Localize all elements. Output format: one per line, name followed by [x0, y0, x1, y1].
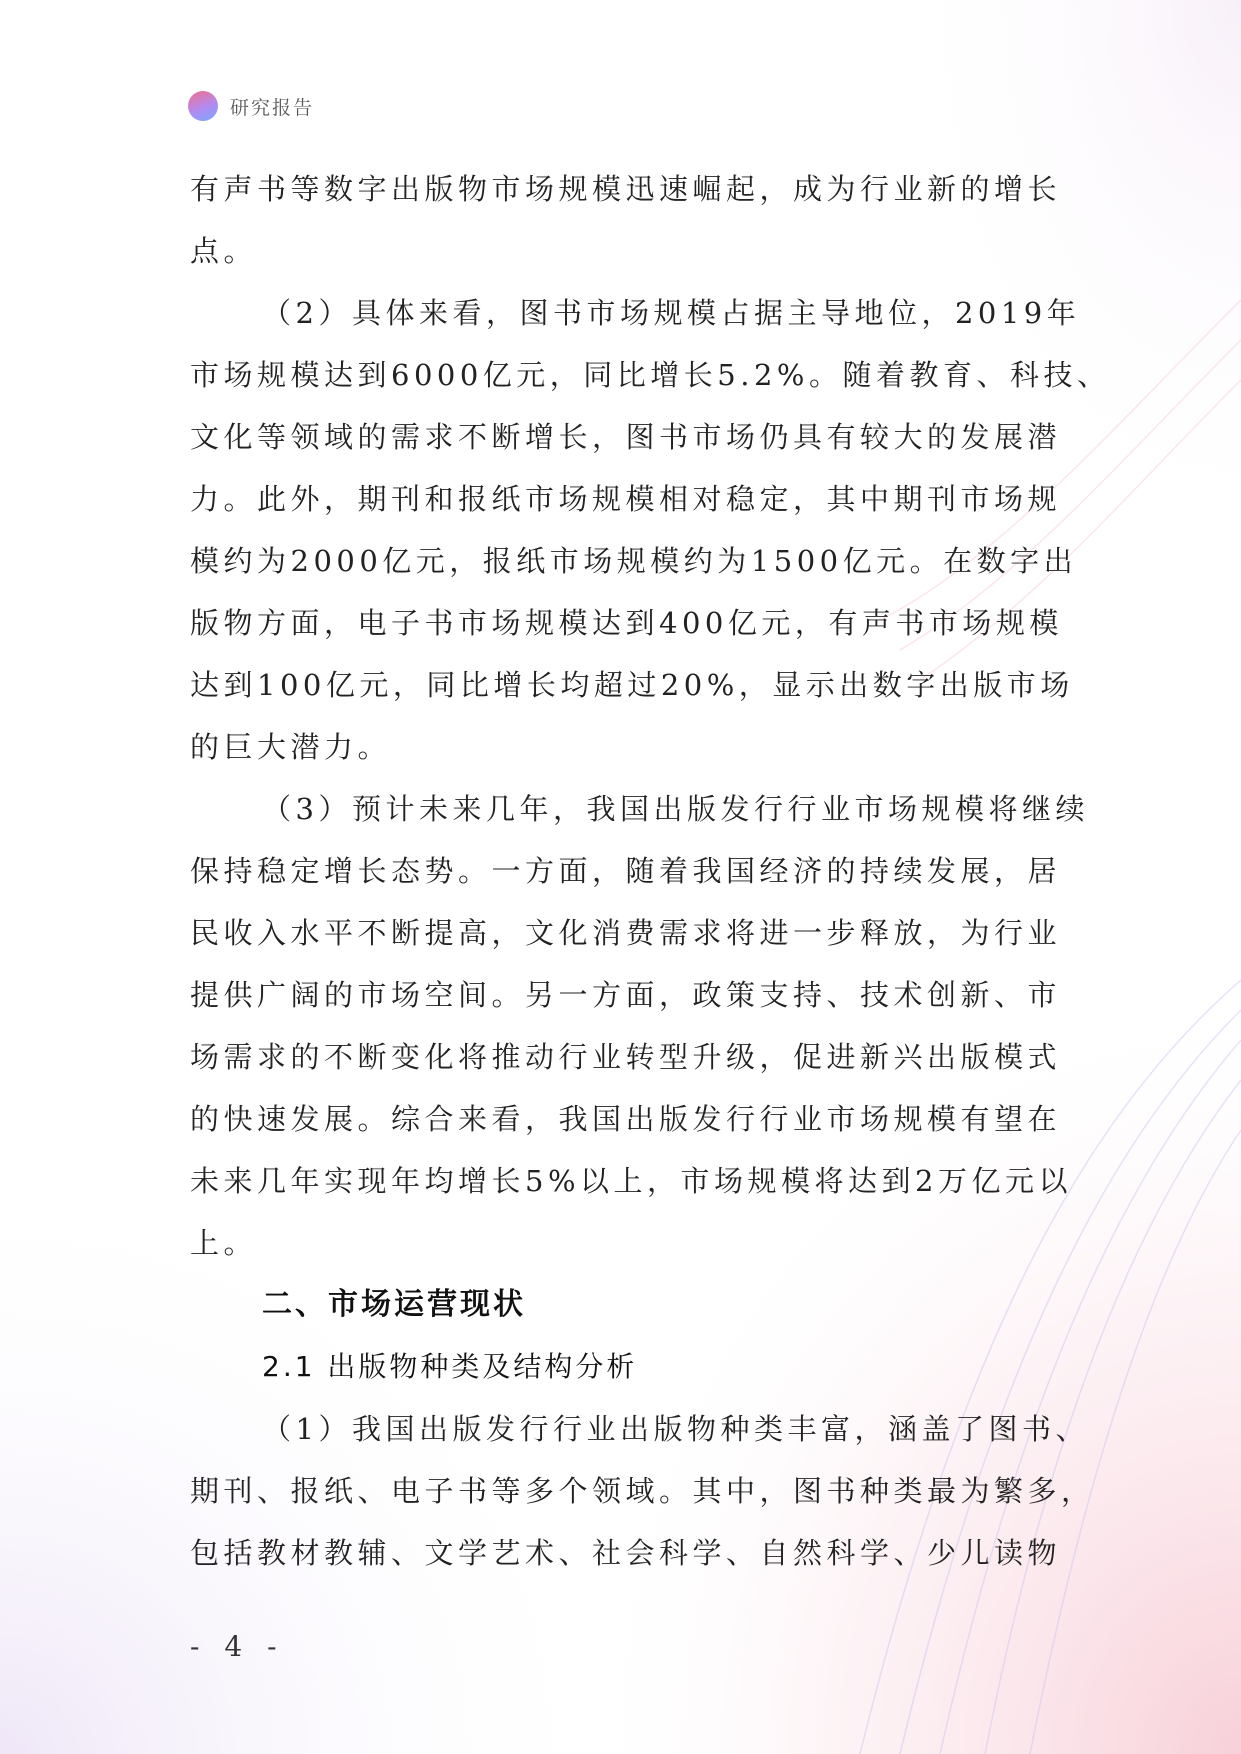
- text-line: 包括教材教辅、文学艺术、社会科学、自然科学、少儿读物: [190, 1536, 1062, 1570]
- text-line: 期刊、报纸、电子书等多个领域。其中，图书种类最为繁多，: [190, 1474, 1095, 1508]
- text-line: （1）我国出版发行行业出版物种类丰富，涵盖了图书、: [262, 1412, 1089, 1446]
- text-line: 版物方面，电子书市场规模达到400亿元，有声书市场规模: [190, 606, 1063, 640]
- text-line: 的巨大潜力。: [190, 730, 392, 764]
- logo-icon: [188, 91, 218, 121]
- text-line: 文化等领域的需求不断增长，图书市场仍具有较大的发展潜: [190, 420, 1062, 454]
- page-number: - 4 -: [190, 1630, 285, 1663]
- subsection-heading: 2.1 出版物种类及结构分析: [262, 1350, 638, 1383]
- text-line: （2）具体来看，图书市场规模占据主导地位，2019年: [262, 296, 1081, 330]
- text-line: （3）预计未来几年，我国出版发行行业市场规模将继续: [262, 792, 1089, 826]
- text-line: 模约为2000亿元，报纸市场规模约为1500亿元。在数字出: [190, 544, 1078, 578]
- text-line: 场需求的不断变化将推动行业转型升级，促进新兴出版模式: [190, 1040, 1062, 1074]
- text-line: 民收入水平不断提高，文化消费需求将进一步释放，为行业: [190, 916, 1062, 950]
- text-line: 点。: [190, 234, 258, 268]
- section-heading: 二、市场运营现状: [262, 1287, 526, 1322]
- header: [188, 88, 314, 124]
- header-title: 研究报告: [230, 96, 315, 119]
- text-line: 达到100亿元，同比增长均超过20%，显示出数字出版市场: [190, 668, 1074, 702]
- text-line: 提供广阔的市场空间。另一方面，政策支持、技术创新、市: [190, 978, 1062, 1012]
- text-line: 有声书等数字出版物市场规模迅速崛起，成为行业新的增长: [190, 172, 1062, 206]
- text-line: 保持稳定增长态势。一方面，随着我国经济的持续发展，居: [190, 854, 1062, 888]
- text-line: 力。此外，期刊和报纸市场规模相对稳定，其中期刊市场规: [190, 482, 1062, 516]
- text-line: 上。: [190, 1226, 258, 1260]
- text-line: 的快速发展。综合来看，我国出版发行行业市场规模有望在: [190, 1102, 1062, 1136]
- text-line: 未来几年实现年均增长5%以上，市场规模将达到2万亿元以: [190, 1164, 1072, 1198]
- report-body: [190, 158, 1111, 1584]
- text-line: 市场规模达到6000亿元，同比增长5.2%。随着教育、科技、: [190, 358, 1111, 392]
